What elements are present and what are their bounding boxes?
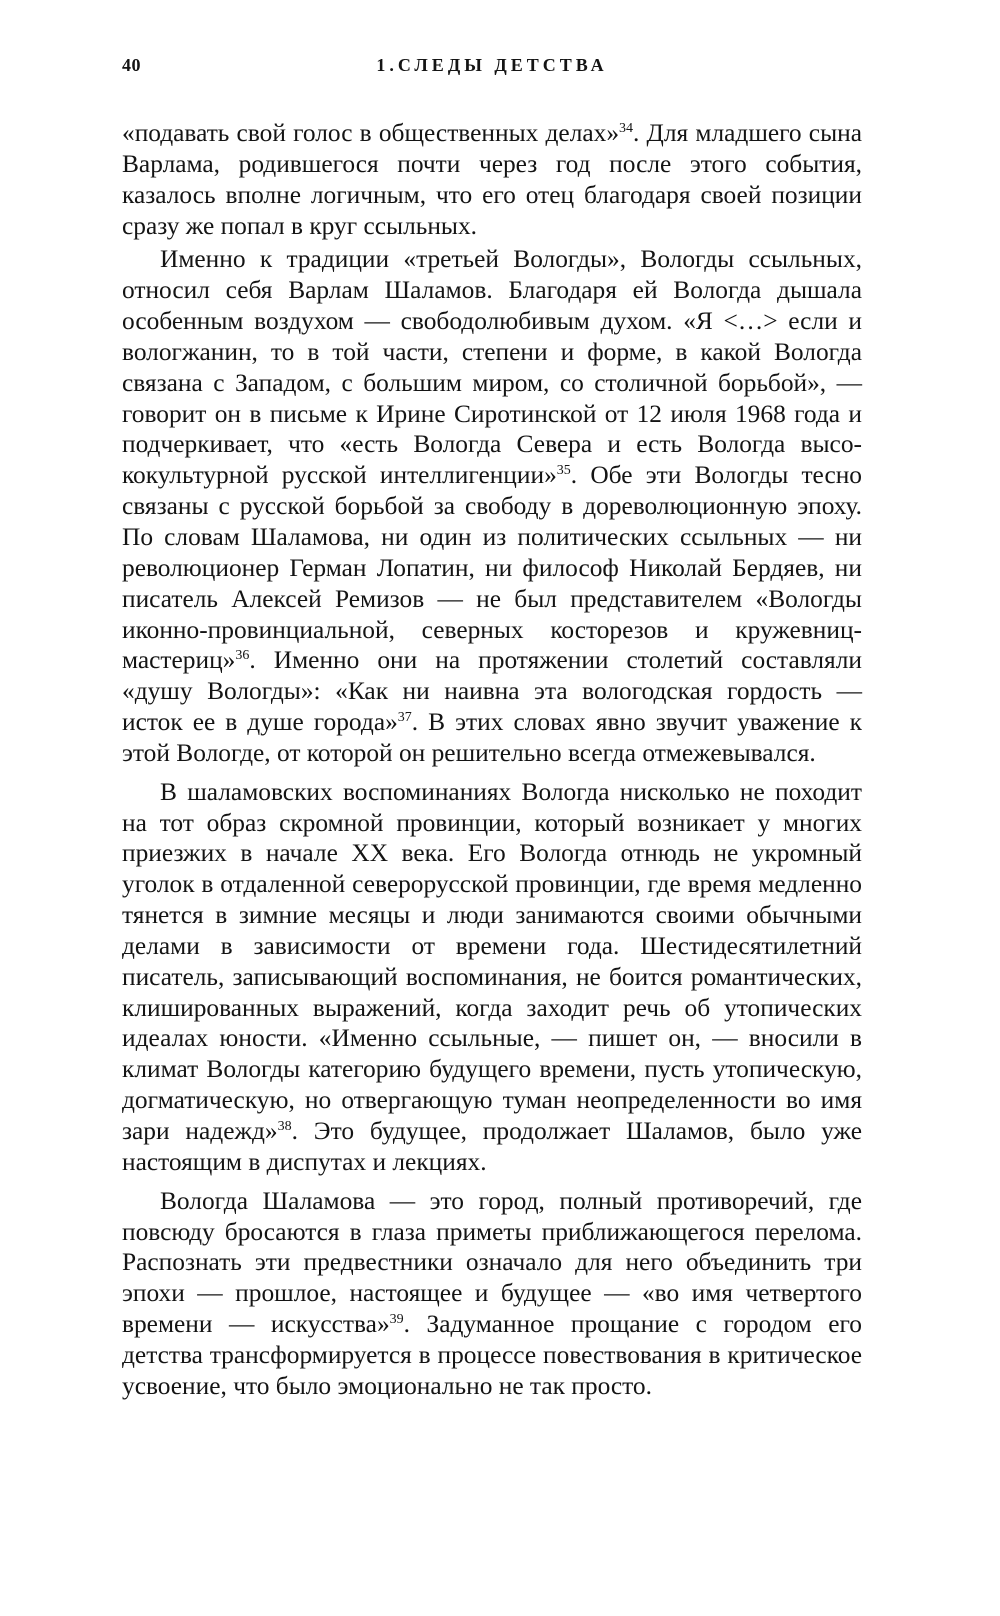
footnote-ref: 34 [619, 121, 634, 136]
running-header [122, 55, 862, 85]
text-run: Именно к традиции «третьей Вологды», Вологды ссыльных, относил себя Варлам Шаламов. Благодаря ей Вологда дышала особенным воздухом — свободолюбивым духом. «Я <…> если и вологжанин, то в той части, степени и форме, в какой Вологда связана с Западом, с большим миром, со столичной борьбой», — говорит он в письме к Ирине Сиротинской от 12 июля 1968 года и подчеркивает, что «есть Вологда Севера и есть Вологда высококультурной русской интеллигенции» [122, 245, 862, 490]
paragraph-4 [122, 1186, 862, 1402]
text-run: . Это будущее, продолжает Шаламов, было уже настоящим в диспутах и лекциях. [122, 1117, 862, 1176]
footnote-ref: 37 [397, 710, 412, 726]
text-run: . Задуманное прощание с городом его детства трансформируется в процессе повествования в критическое усвоение, что было эмоционально не так просто. [122, 1310, 862, 1400]
page-number: 40 [122, 55, 141, 75]
footnote-ref: 38 [277, 1119, 292, 1134]
text-run: . Обе эти Вологды тесно связаны с русской борьбой за свободу в дореволюционную эпоху. По словам Шаламова, ни один из политических ссыльных — ни революционер Герман Лопатин, ни философ Николай Бердяев, ни писатель Алексей Ремизов — не был представителем «Вологды иконно-провинциальной, северных косторезов и кружевниц-мастериц» [122, 461, 862, 675]
text-run: . В этих словах явно звучит уважение к этой Вологде, от которой он решительно всегда отмежевывался. [122, 708, 863, 767]
paragraph-2 [122, 244, 862, 768]
paragraph-3 [122, 777, 862, 1178]
footnote-ref: 39 [389, 1312, 404, 1328]
text-run: . Именно они на протяжении столетий составляли «душу Вологды»: «Как ни наивна эта вологодская гордость — исток ее в душе города» [122, 646, 862, 737]
body-text [122, 118, 862, 1402]
text-run: «подавать свой голос в общественных делах» [122, 119, 620, 147]
footnote-ref: 36 [235, 648, 250, 664]
text-run: В шаламовских воспоминаниях Вологда нисколько не походит на тот образ скромной провинции, который возникает у многих приезжих в начале XX века. Его Вологда отнюдь не укромный уголок в отдаленной северорусской провинции, где время медленно тянется в зимние месяцы и люди занимаются своими обычными делами в зависимости от времени года. Шестидесятилетний писатель, записывающий воспоминания, не боится романтических, клишированных выражений, когда заходит речь об утопических идеалах юности. «Именно ссыльные, — пишет он, — вносили в климат Вологды категорию будущего времени, пусть утопическую, догматическую, но отвергающую туман неопределенности во имя зари надежд» [122, 777, 862, 1145]
text-run: . Для младшего сына Варлама, родившегося почти через год после этого события, казалось вполне логичным, что его отец благодаря своей позиции сразу же попал в круг ссыльных. [122, 119, 862, 240]
footnote-ref: 35 [556, 463, 571, 479]
text-run: Вологда Шаламова — это город, полный противоречий, где повсюду бросаются в глаза приметы приближающегося перелома. Распознать эти предвестники означало для него объединить три эпохи — прошлое, настоящее и будущее — «во имя четвертого времени — искусства» [122, 1186, 862, 1339]
chapter-title: 1.СЛЕДЫ ДЕТСТВА [376, 55, 608, 75]
paragraph-1 [122, 118, 862, 241]
